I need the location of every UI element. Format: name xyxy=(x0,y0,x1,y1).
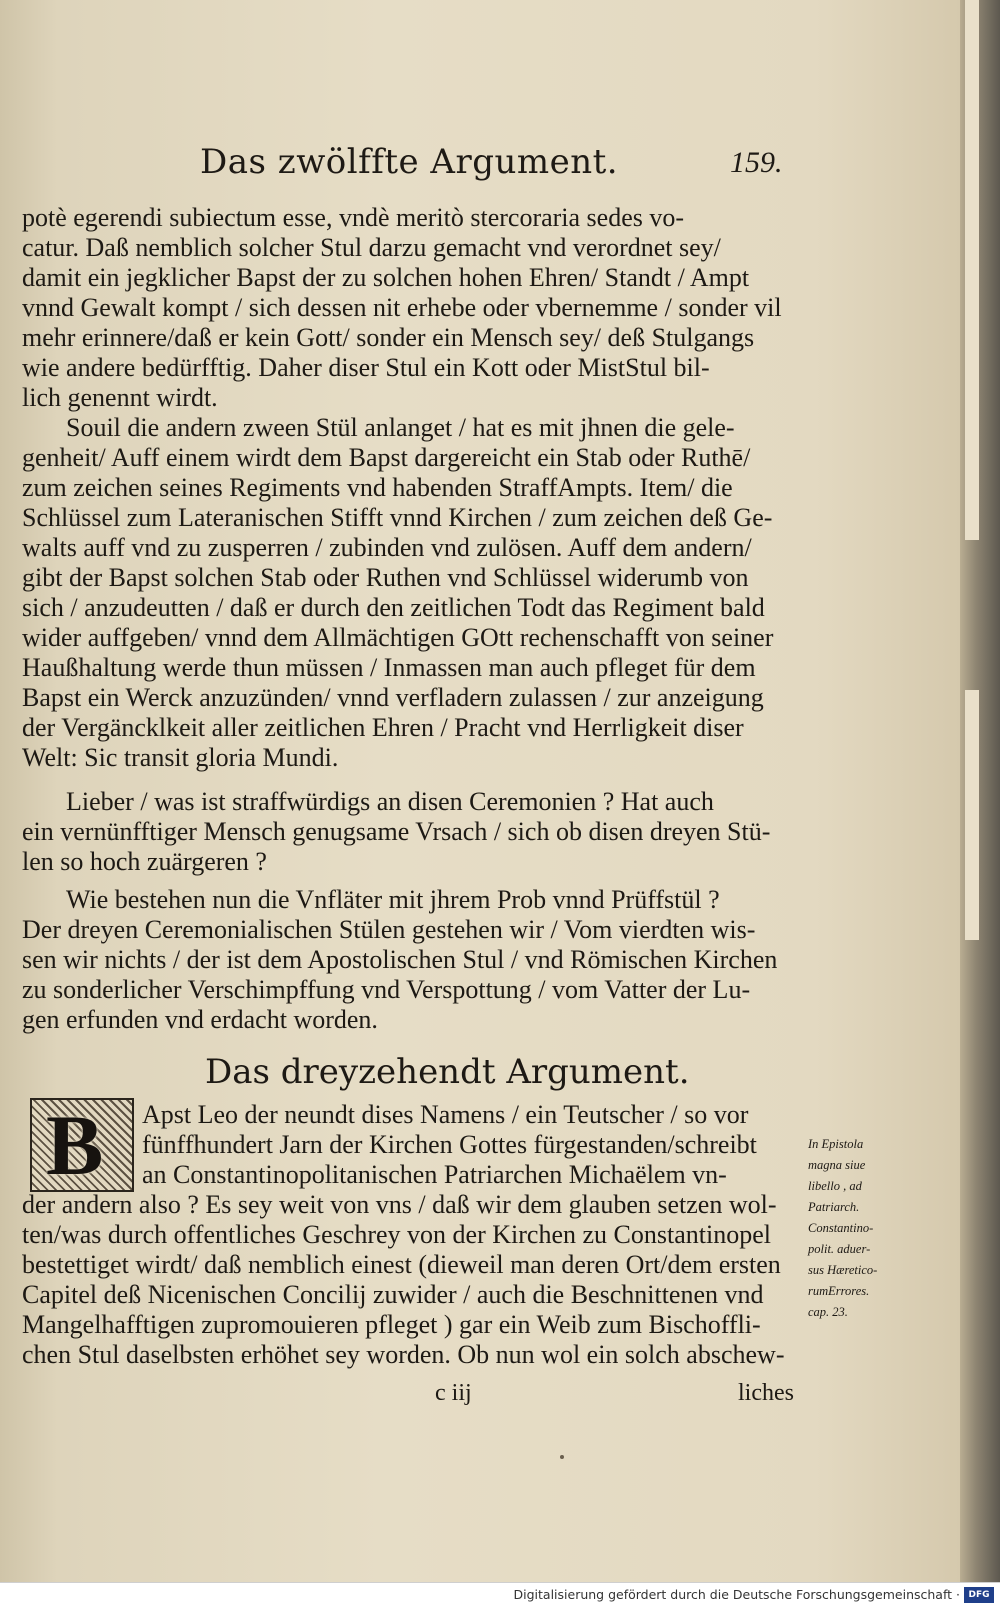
page-edge-strip xyxy=(965,690,979,940)
text-line: damit ein jegklicher Bapst der zu solchen hohen Ehren/ Standt / Ampt xyxy=(22,263,750,292)
paper-speck xyxy=(560,1455,564,1459)
text-line: bestettiget wirdt/ daß nemblich einest (dieweil man deren Ort/dem ersten xyxy=(22,1250,781,1279)
text-line: chen Stul daselbsten erhöhet sey worden. Ob nun wol ein solch abschew- xyxy=(22,1340,785,1369)
text-line: catur. Daß nemblich solcher Stul darzu gemacht vnd verordnet sey/ xyxy=(22,233,721,262)
text-line: Welt: Sic transit gloria Mundi. xyxy=(22,743,339,772)
text-line: lich genennt wirdt. xyxy=(22,383,218,412)
text-line: mehr erinnere/daß er kein Gott/ sonder ein Mensch sey/ deß Stulgangs xyxy=(22,323,755,352)
marginal-note xyxy=(808,1134,918,1323)
funding-credit: Digitalisierung gefördert durch die Deutsche Forschungsgemeinschaft · xyxy=(513,1587,960,1602)
text-line: fünffhundert Jarn der Kirchen Gottes fürgestanden/schreibt xyxy=(142,1130,757,1159)
margin-line: libello , ad xyxy=(808,1179,862,1193)
margin-line: polit. aduer- xyxy=(808,1242,871,1256)
text-line: sen wir nichts / der ist dem Apostolischen Stul / vnd Römischen Kirchen xyxy=(22,945,778,974)
text-line: Der dreyen Ceremonialischen Stülen gestehen wir / Vom vierdten wis- xyxy=(22,915,756,944)
signature-mark: c iij xyxy=(435,1380,472,1406)
margin-line: cap. 23. xyxy=(808,1305,848,1319)
text-line: gibt der Bapst solchen Stab oder Ruthen vnd Schlüssel widerumb von xyxy=(22,563,749,592)
text-line: zu sonderlicher Verschimpffung vnd Verspottung / vom Vatter der Lu- xyxy=(22,975,751,1004)
text-line: len so hoch zuärgeren ? xyxy=(22,847,267,876)
text-line: wie andere bedürfftig. Daher diser Stul ein Kott oder MistStul bil- xyxy=(22,353,710,382)
catchword: liches xyxy=(738,1380,794,1406)
text-line: potè egerendi subiectum esse, vndè meritò stercoraria sedes vo- xyxy=(22,203,685,232)
dfg-logo: DFG xyxy=(964,1587,994,1603)
text-line: an Constantinopolitanischen Patriarchen Michaëlem vn- xyxy=(142,1160,727,1189)
text-line: genheit/ Auff einem wirdt dem Bapst dargereicht ein Stab oder Ruthē/ xyxy=(22,443,751,472)
margin-line: magna siue xyxy=(808,1158,866,1172)
text-line: wider auffgeben/ vnnd dem Allmächtigen GOtt rechenschafft von seiner xyxy=(22,623,774,652)
text-line: vnnd Gewalt kompt / sich dessen nit erhebe oder vbernemme / sonder vil xyxy=(22,293,782,322)
text-line: walts auff vnd zu zusperren / zubinden vnd zulösen. Auff dem andern/ xyxy=(22,533,752,562)
margin-line: Constantino- xyxy=(808,1221,874,1235)
paragraph-thirteenth-argument xyxy=(22,1097,790,1370)
text-line: der Vergäncklkeit aller zeitlichen Ehren / Pracht vnd Herrligkeit diser xyxy=(22,713,744,742)
page-edge-strip xyxy=(965,0,979,540)
text-line: Schlüssel zum Lateranischen Stifft vnnd Kirchen / zum zeichen deß Ge- xyxy=(22,503,773,532)
text-line: Haußhaltung werde thun müssen / Inmassen man auch pfleget für dem xyxy=(22,653,756,682)
digitization-footer xyxy=(0,1582,1000,1609)
page-header xyxy=(0,136,960,196)
text-line: ten/was durch offentliches Geschrey von der Kirchen zu Constantinopel xyxy=(22,1220,771,1249)
initial-letter: B xyxy=(46,1097,104,1193)
text-line: gen erfunden vnd erdacht worden. xyxy=(22,1005,378,1034)
text-line: zum zeichen seines Regiments vnd habenden StraffAmpts. Item/ die xyxy=(22,473,733,502)
text-line: Apst Leo der neundt dises Namens / ein Teutscher / so vor xyxy=(142,1100,749,1129)
margin-line: rumErrores. xyxy=(808,1284,870,1298)
margin-line: sus Hæretico- xyxy=(808,1263,878,1277)
margin-line: In Epistola xyxy=(808,1137,864,1151)
section-heading: Das dreyzehendt Argument. xyxy=(205,1052,690,1092)
text-line: Mangelhafftigen zupromouieren pfleget ) gar ein Weib zum Bischoffli- xyxy=(22,1310,761,1339)
paragraph-twelfth-argument xyxy=(22,203,790,1035)
text-line: Lieber / was ist straffwürdigs an disen Ceremonien ? Hat auch xyxy=(66,787,714,816)
running-title: Das zwölffte Argument. xyxy=(200,142,619,182)
text-line: der andern also ? Es sey weit von vns / daß wir dem glauben setzen wol- xyxy=(22,1190,777,1219)
text-line: Capitel deß Nicenischen Concilij zuwider / auch die Beschnittenen vnd xyxy=(22,1280,764,1309)
text-line: sich / anzudeutten / daß er durch den zeitlichen Todt das Regiment bald xyxy=(22,593,765,622)
margin-line: Patriarch. xyxy=(808,1200,860,1214)
page-number: 159. xyxy=(730,146,783,179)
text-line: Souil die andern zween Stül anlanget / hat es mit jhnen die gele- xyxy=(66,413,735,442)
text-line: ein vernünfftiger Mensch genugsame Vrsach / sich ob disen dreyen Stü- xyxy=(22,817,771,846)
text-line: Bapst ein Werck anzuzünden/ vnnd verfladern zulassen / zur anzeigung xyxy=(22,683,764,712)
text-line: Wie bestehen nun die Vnfläter mit jhrem Prob vnnd Prüffstül ? xyxy=(66,885,720,914)
